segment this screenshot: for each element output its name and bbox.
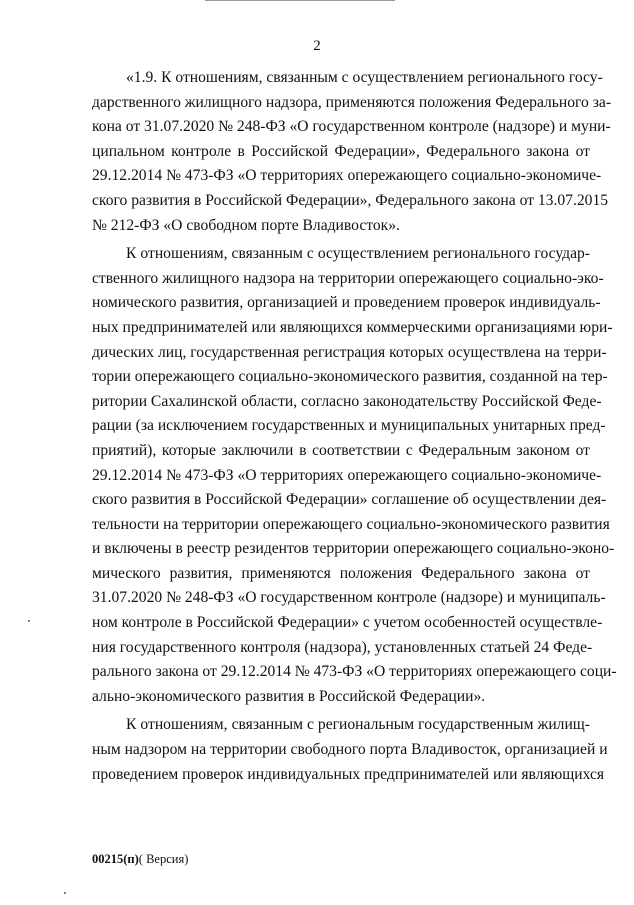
top-rule	[205, 0, 395, 1]
document-code: 00215(п)	[92, 852, 139, 866]
text-line: ально-экономического развития в Российской Федерации».	[92, 687, 486, 705]
paragraph	[92, 713, 608, 787]
footer-document-code	[92, 852, 188, 867]
text-line: ципальном контроле в Российской Федерации», Федерального закона от	[92, 142, 590, 160]
text-line: рального закона от 29.12.2014 № 473-ФЗ «О территориях опережающего соци-	[92, 663, 617, 681]
text-line: 29.12.2014 № 473-ФЗ «О территориях опережающего социально-экономиче-	[92, 167, 602, 185]
text-line: 31.07.2020 № 248-ФЗ «О государственном контроле (надзоре) и муниципаль-	[92, 589, 606, 607]
paragraph	[92, 242, 617, 709]
text-line: проведением проверок индивидуальных предпринимателей или являющихся	[92, 765, 605, 783]
scan-speck	[64, 892, 66, 894]
text-line: номического развития, организацией и проведением проверок индивидуаль-	[92, 294, 601, 312]
text-line: ского развития в Российской Федерации» соглашение об осуществлении дея-	[92, 491, 607, 509]
text-line: ным надзором на территории свободного порта Владивосток, организацией и	[92, 741, 608, 759]
text-line: дарственного жилищного надзора, применяются положения Федерального за-	[92, 93, 612, 111]
text-line: приятий), которые заключили в соответствии с Федеральным законом от	[92, 441, 590, 459]
text-line: ритории Сахалинской области, согласно законодательству Российской Феде-	[92, 392, 602, 410]
text-line: ния государственного контроля (надзора), установленных статьей 24 Феде-	[92, 638, 593, 656]
text-line: тельности на территории опережающего социально-экономического развития	[92, 515, 610, 533]
text-line: ных предпринимателей или являющихся коммерческими организациями юри-	[92, 318, 613, 336]
text-line: К отношениям, связанным с региональным государственным жилищ-	[126, 716, 590, 734]
text-line: ственного жилищного надзора на территории опережающего социально-эко-	[92, 269, 604, 287]
text-line: мического развития, применяются положения Федерального закона от	[92, 564, 590, 582]
text-line: тории опережающего социально-экономического развития, созданной на тер-	[92, 368, 608, 386]
text-line: кона от 31.07.2020 № 248-ФЗ «О государственном контроле (надзоре) и муни-	[92, 118, 611, 136]
scan-speck	[28, 620, 30, 622]
text-line: 29.12.2014 № 473-ФЗ «О территориях опережающего социально-экономиче-	[92, 466, 602, 484]
text-line: ского развития в Российской Федерации», Федерального закона от 13.07.2015	[92, 191, 609, 209]
text-line: К отношениям, связанным с осуществлением регионального государ-	[126, 245, 590, 263]
text-line: ном контроле в Российской Федерации» с учетом особенностей осуществле-	[92, 614, 603, 632]
page-number: 2	[313, 38, 321, 54]
text-line: рации (за исключением государственных и муниципальных унитарных пред-	[92, 417, 606, 435]
version-label: ( Версия)	[138, 852, 189, 866]
text-line: дических лиц, государственная регистрация которых осуществлена на терри-	[92, 343, 607, 361]
paragraph	[92, 66, 612, 238]
text-line: «1.9. К отношениям, связанным с осуществлением регионального госу-	[126, 69, 603, 86]
text-line: № 212-ФЗ «О свободном порте Владивосток».	[92, 216, 400, 234]
document-body	[92, 66, 617, 787]
text-line: и включены в реестр резидентов территории опережающего социально-эконо-	[92, 540, 615, 558]
